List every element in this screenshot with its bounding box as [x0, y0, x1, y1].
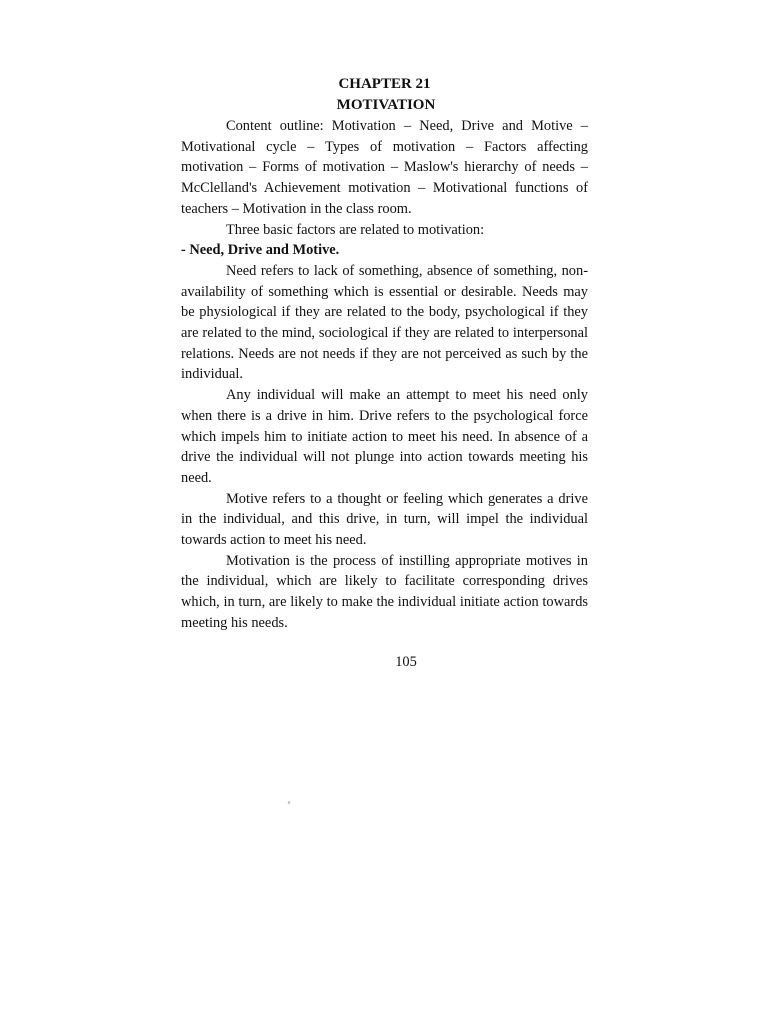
content-outline-paragraph: Content outline: Motivation – Need, Drive and Motive – Motivational cycle – Types of motivation – Factors affecting motivation – Forms of motivation – Maslow's hierarchy of needs – McClelland's Achievement motivation – Motivational functions of teachers – Motivation in the class room. — [181, 118, 588, 217]
motive-paragraph: Motive refers to a thought or feeling which generates a drive in the individual, and this drive, in turn, will impel the individual towards action to meet his need. — [181, 490, 588, 549]
scan-speck — [287, 801, 290, 805]
chapter-title: MOTIVATION — [336, 97, 436, 113]
drive-paragraph: Any individual will make an attempt to meet his need only when there is a drive in him. Drive refers to the psychological force which impels him to initiate action to meet his need. In absence of a drive the individual will not plunge into action towards meeting his need. — [181, 387, 588, 486]
intro-paragraph: Three basic factors are related to motivation: — [226, 221, 485, 238]
chapter-number: CHAPTER 21 — [338, 76, 431, 92]
section-heading: - Need, Drive and Motive. — [181, 242, 340, 259]
need-paragraph: Need refers to lack of something, absence of something, non-availability of something which is essential or desirable. Needs may be physiological if they are related to the body, psychological if they are related to the mind, sociological if they are related to interpersonal relations. Needs are not needs if they are not perceived as such by the individual. — [181, 262, 588, 383]
motivation-paragraph: Motivation is the process of instilling appropriate motives in the individual, which are likely to facilitate corresponding drives which, in turn, are likely to make the individual initiate action towards meeting his needs. — [181, 552, 588, 631]
page-number: 105 — [395, 654, 417, 670]
page-body — [181, 74, 588, 634]
